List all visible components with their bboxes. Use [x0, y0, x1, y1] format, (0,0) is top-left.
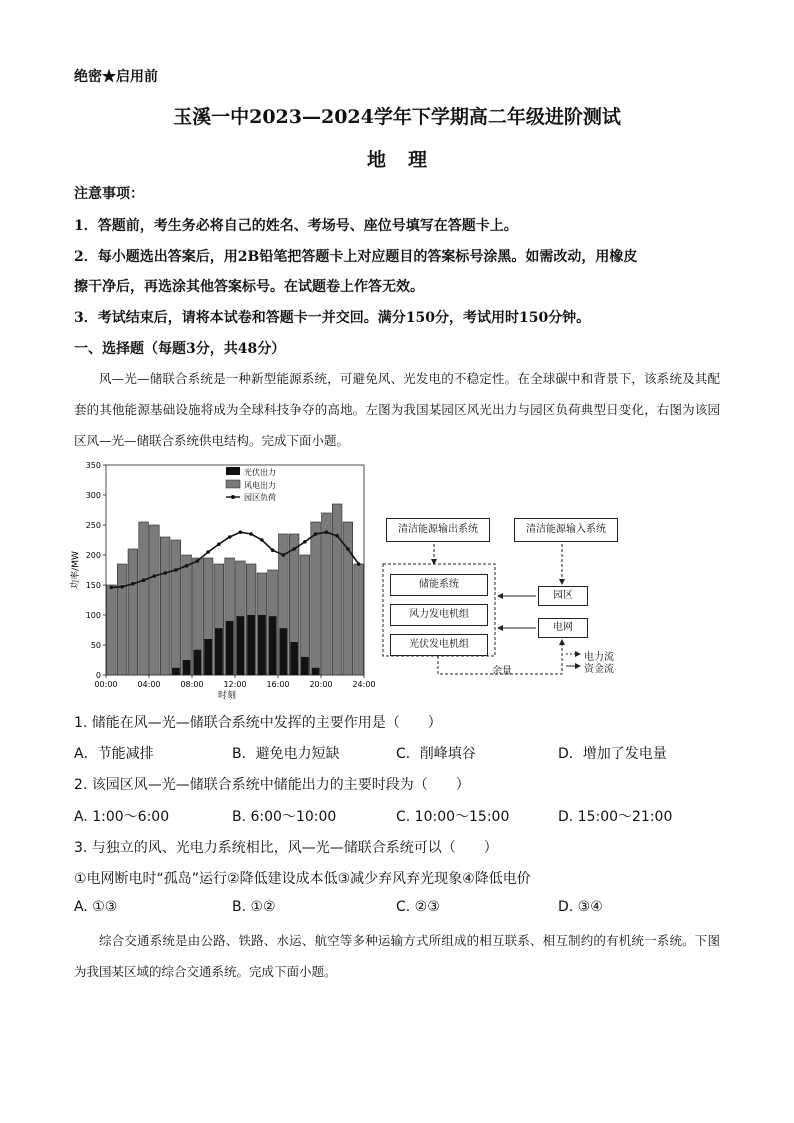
x-tick-label: 16:00 — [266, 680, 290, 689]
load-point — [228, 535, 232, 539]
park-box: 园区 — [538, 586, 588, 606]
q1-option-b: B．避免电力短缺 — [232, 746, 340, 762]
q1-option-d: D．增加了发电量 — [558, 746, 667, 762]
surplus-label: 余量 — [492, 666, 512, 677]
load-point — [239, 530, 243, 534]
load-point — [249, 532, 253, 536]
wind-bar — [332, 504, 342, 675]
wind-bar — [182, 555, 192, 675]
passage-1: 风—光—储联合系统是一种新型能源系统，可避免风、光发电的不稳定性。在全球碳中和背景下，该系统及其配套的其他能源基础设施将成为全球科技争夺的高地。左图为我国某园区风光出力与园区负荷典型日变化，右图为该园区风—光—储联合系统供电结构。完成下面小题。 — [74, 371, 720, 448]
subject-title: 地理 — [366, 149, 449, 171]
storage-box: 储能系统 — [390, 574, 488, 596]
wind-bar — [128, 549, 138, 675]
legend-solar-swatch — [226, 467, 240, 475]
load-point — [206, 550, 210, 554]
legend-wind-swatch — [226, 480, 240, 488]
wind-bar — [322, 513, 332, 675]
note-item: 1．答题前，考生务必将自己的姓名、考场号、座位号填写在答题卡上。 — [74, 218, 518, 234]
x-axis-label: 时刻 — [217, 691, 237, 701]
solar-bar — [215, 628, 223, 675]
solar-bar — [204, 639, 212, 675]
x-tick-label: 20:00 — [309, 680, 333, 689]
supply-diagram — [380, 512, 640, 682]
question-3-statements: ①电网断电时“孤岛”运行②降低建设成本低③减少弃风弃光现象④降低电价 — [74, 871, 531, 887]
note-item: 3．考试结束后，请将本试卷和答题卡一并交回。满分150分，考试用时150分钟。 — [74, 310, 591, 326]
solar-bar — [301, 657, 309, 675]
question-1-stem: 1. 储能在风—光—储联合系统中发挥的主要作用是（ ） — [74, 715, 442, 731]
solar-bar — [183, 660, 191, 675]
q2-option-a: A. 1:00～6:00 — [74, 809, 170, 825]
question-2-stem: 2. 该园区风—光—储联合系统中储能出力的主要时段为（ ） — [74, 777, 470, 793]
wind-bar — [139, 522, 149, 675]
q1-option-c: C．削峰填谷 — [396, 746, 476, 762]
q3-option-a: A. ①③ — [74, 899, 118, 915]
x-tick-label: 08:00 — [180, 680, 204, 689]
q3-option-c: C. ②③ — [396, 899, 440, 915]
load-point — [131, 582, 135, 586]
load-point — [303, 540, 307, 544]
q1-option-a: A．节能减排 — [74, 746, 154, 762]
y-tick-label: 250 — [85, 521, 101, 530]
x-tick-label: 12:00 — [223, 680, 247, 689]
load-point — [163, 571, 167, 575]
solar-bar — [237, 616, 245, 675]
solar-bar — [280, 628, 288, 675]
wind-bar — [354, 564, 364, 675]
y-tick-label: 100 — [85, 611, 101, 620]
exam-title: 玉溪一中2023—2024学年下学期高二年级进阶测试 — [173, 106, 621, 128]
solar-bar — [247, 615, 255, 675]
solar-bar — [258, 615, 266, 675]
wind-bar — [107, 585, 117, 675]
q3-option-b: B. ①② — [232, 899, 276, 915]
solar-bar — [290, 642, 298, 675]
x-tick-label: 04:00 — [137, 680, 161, 689]
note-item: 2．每小题选出答案后，用2B铅笔把答题卡上对应题目的答案标号涂黑。如需改动，用橡皮 — [74, 249, 638, 265]
load-point — [335, 534, 339, 538]
y-tick-label: 0 — [95, 671, 101, 680]
legend-load-marker — [231, 495, 235, 499]
grid-box: 电网 — [538, 618, 588, 638]
load-point — [271, 548, 275, 552]
load-point — [357, 562, 361, 566]
legend-wind-label: 风电出力 — [244, 481, 276, 490]
x-tick-label: 24:00 — [352, 680, 376, 689]
wind-bar — [117, 564, 127, 675]
confidential-label: 绝密★启用前 — [74, 69, 158, 85]
q2-option-c: C. 10:00～15:00 — [396, 809, 510, 825]
wind-bar — [160, 537, 170, 675]
load-point — [314, 532, 318, 536]
power-chart — [68, 455, 376, 701]
load-point — [196, 559, 200, 563]
load-point — [260, 538, 264, 542]
output-system-box: 清洁能源输出系统 — [386, 518, 490, 542]
load-point — [120, 585, 124, 589]
solar-bar — [269, 616, 277, 675]
load-point — [346, 547, 350, 551]
y-tick-label: 350 — [85, 461, 101, 470]
note-item: 擦干净后，再选涂其他答案标号。在试题卷上作答无效。 — [74, 279, 424, 295]
x-tick-label: 00:00 — [94, 680, 118, 689]
wind-bar — [171, 540, 181, 675]
load-point — [217, 542, 221, 546]
passage-2: 综合交通系统是由公路、铁路、水运、航空等多种运输方式所组成的相互联系、相互制约的有机统一系统。下图为我国某区域的综合交通系统。完成下面小题。 — [74, 933, 720, 979]
solar-box: 光伏发电机组 — [390, 634, 488, 656]
y-tick-label: 200 — [85, 551, 101, 560]
legend-load-label: 园区负荷 — [244, 493, 276, 502]
load-point — [110, 586, 114, 590]
y-tick-label: 150 — [85, 581, 101, 590]
load-point — [292, 547, 296, 551]
load-point — [174, 568, 178, 572]
wind-box: 风力发电机组 — [390, 604, 488, 626]
load-point — [185, 564, 189, 568]
notes-heading: 注意事项： — [74, 186, 144, 202]
input-system-box: 清洁能源输入系统 — [514, 518, 618, 542]
solar-bar — [194, 650, 202, 675]
solar-bar — [312, 668, 320, 675]
y-tick-label: 50 — [90, 641, 101, 650]
y-tick-label: 300 — [85, 491, 101, 500]
y-axis-label: 功率/MW — [71, 551, 81, 589]
q2-option-d: D. 15:00～21:00 — [558, 809, 673, 825]
legend-solar-label: 光伏出力 — [244, 468, 276, 477]
wind-bar — [311, 522, 321, 675]
load-point — [282, 553, 286, 557]
section-heading: 一、选择题（每题3分，共48分） — [74, 341, 286, 357]
solar-bar — [172, 668, 180, 675]
load-point — [153, 574, 157, 578]
load-point — [325, 530, 329, 534]
wind-bar — [150, 525, 160, 675]
money-flow-label: 资金流 — [584, 664, 614, 675]
q3-option-d: D. ③④ — [558, 899, 603, 915]
q2-option-b: B. 6:00～10:00 — [232, 809, 337, 825]
question-3-stem: 3. 与独立的风、光电力系统相比，风—光—储联合系统可以（ ） — [74, 840, 498, 856]
power-flow-label: 电力流 — [584, 652, 614, 663]
load-point — [142, 578, 146, 582]
solar-bar — [226, 621, 234, 675]
